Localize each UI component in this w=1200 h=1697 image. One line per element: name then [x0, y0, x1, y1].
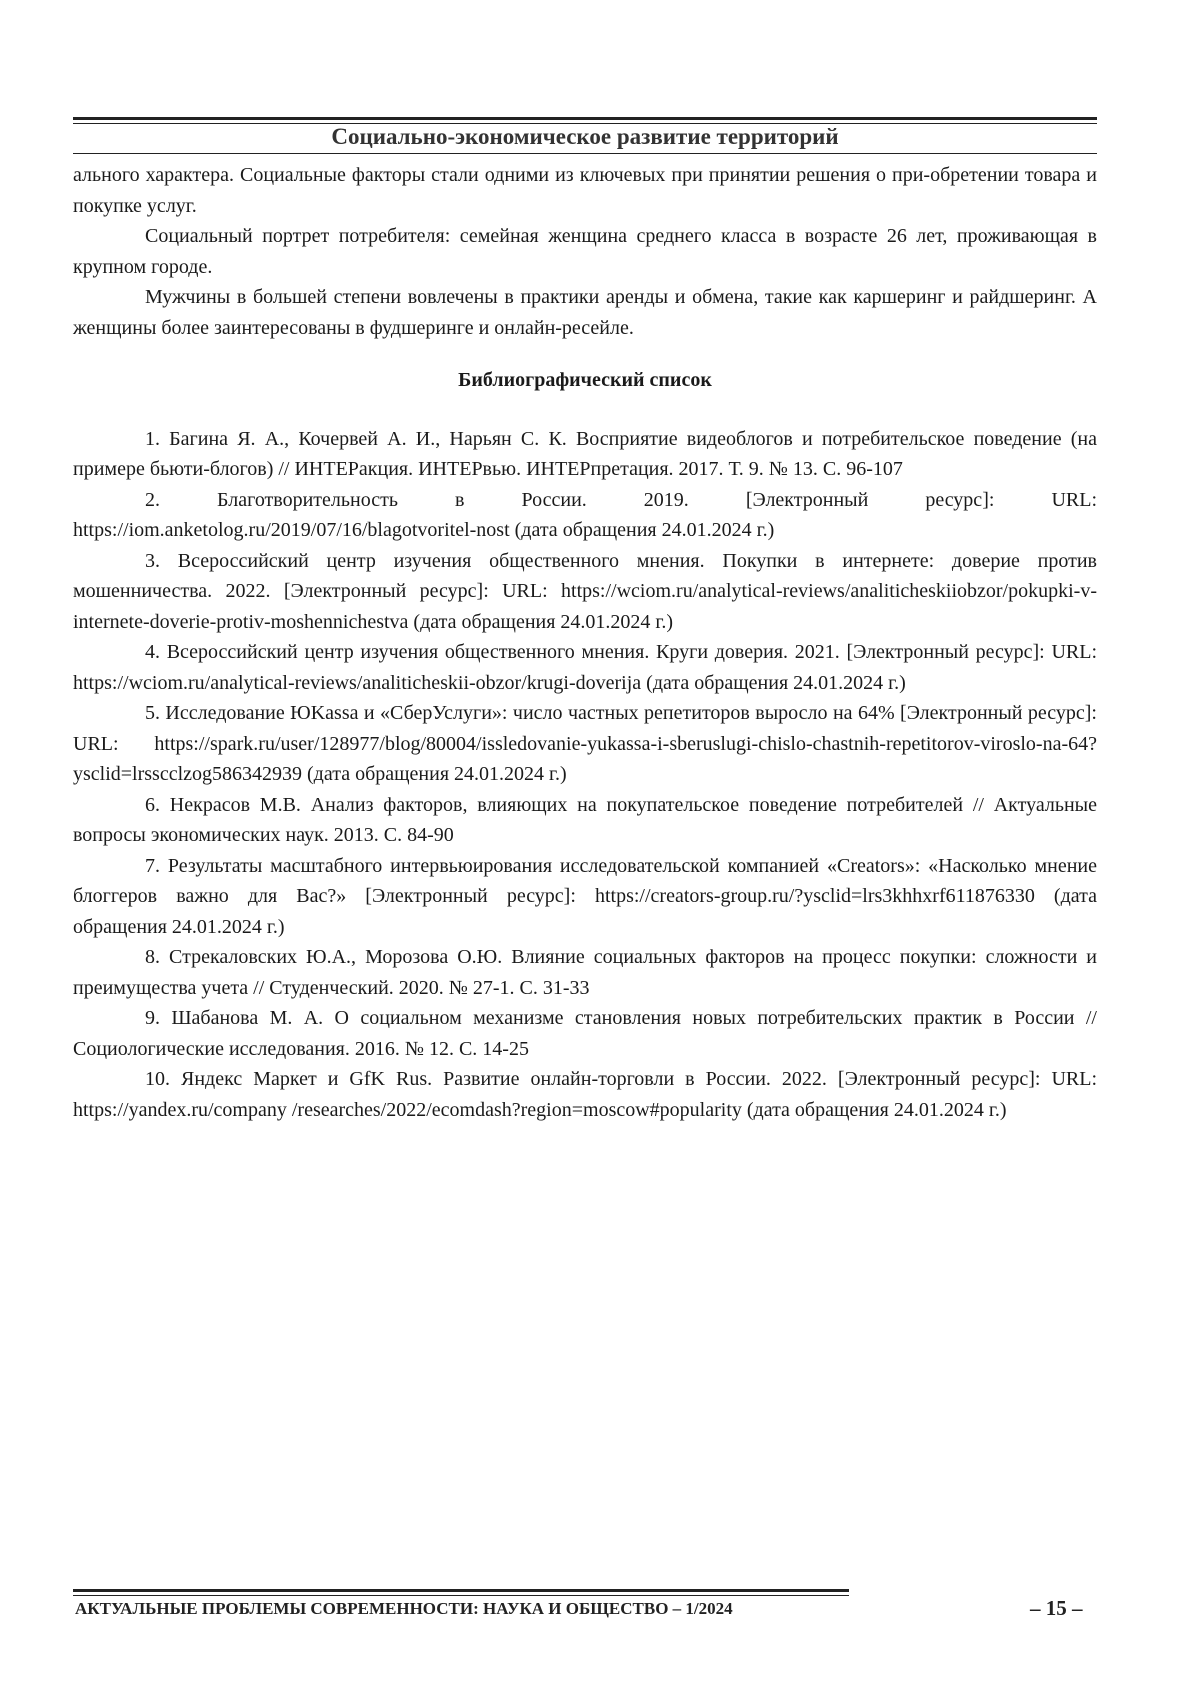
header-underline: [73, 153, 1097, 154]
page-number: – 15 –: [1030, 1595, 1083, 1621]
bibliography-heading: Библиографический список: [73, 365, 1097, 396]
body-paragraph-1: ального характера. Социальные факторы стали одними из ключевых при принятии решения о при-обретении товара и покупке услуг.: [73, 160, 1097, 221]
document-page: [0, 0, 1200, 1697]
body-paragraph-3: Мужчины в большей степени вовлечены в практики аренды и обмена, такие как каршеринг и райдшеринг. А женщины более заинтересованы в фудшеринге и онлайн-ресейле.: [73, 282, 1097, 343]
footer-journal-name: АКТУАЛЬНЫЕ ПРОБЛЕМЫ СОВРЕМЕННОСТИ: НАУКА И ОБЩЕСТВО – 1/2024: [75, 1597, 733, 1621]
footer-rule: [73, 1589, 849, 1592]
bibliography-item: 4. Всероссийский центр изучения общественного мнения. Круги доверия. 2021. [Электронный ресурс]: URL: https://wciom.ru/analytical-reviews/analiticheskii-obzor/krugi-doverija (дата обращения 24.01.2024 г.): [73, 637, 1097, 698]
bibliography-item: 7. Результаты масштабного интервьюирования исследовательской компанией «Creators»: «Насколько мнение блоггеров важно для Вас?» [Электронный ресурс]: https://creators-group.ru/?ysclid=lrs3khhxrf611876330 (дата обращения 24.01.2024 г.): [73, 851, 1097, 943]
header-rule: [73, 117, 1097, 120]
body-paragraph-2: Социальный портрет потребителя: семейная женщина среднего класса в возрасте 26 лет, проживающая в крупном городе.: [73, 221, 1097, 282]
bibliography-item: 3. Всероссийский центр изучения общественного мнения. Покупки в интернете: доверие против мошенничества. 2022. [Электронный ресурс]: URL: https://wciom.ru/analytical-reviews/analiticheskiiobzor/pokupki-v-internete-doverie-protiv-moshennichestva (дата обращения 24.01.2024 г.): [73, 546, 1097, 638]
bibliography-item: 2. Благотворительность в России. 2019. [Электронный ресурс]: URL: https://iom.anketolog.ru/2019/07/16/blagotvoritel-nost (дата обращения 24.01.2024 г.): [73, 485, 1097, 546]
running-header-title: Социально-экономическое развитие территорий: [73, 122, 1097, 152]
bibliography-item: 6. Некрасов М.В. Анализ факторов, влияющих на покупательское поведение потребителей // Актуальные вопросы экономических наук. 2013. С. 84-90: [73, 790, 1097, 851]
bibliography-item: 9. Шабанова М. А. О социальном механизме становления новых потребительских практик в России // Социологические исследования. 2016. № 12. С. 14-25: [73, 1003, 1097, 1064]
main-content: [73, 160, 1097, 1125]
bibliography-list: [73, 424, 1097, 1126]
bibliography-item: 10. Яндекс Маркет и GfK Rus. Развитие онлайн-торговли в России. 2022. [Электронный ресурс]: URL: https://yandex.ru/company /researches/2022/ecomdash?region=moscow#popularity (дата обращения 24.01.2024 г.): [73, 1064, 1097, 1125]
footer-rule-thin: [73, 1595, 849, 1596]
bibliography-item: 8. Стрекаловских Ю.А., Морозова О.Ю. Влияние социальных факторов на процесс покупки: сложности и преимущества учета // Студенческий. 2020. № 27-1. С. 31-33: [73, 942, 1097, 1003]
bibliography-item: 5. Исследование ЮKassa и «СберУслуги»: число частных репетиторов выросло на 64% [Электронный ресурс]: URL: https://spark.ru/user/128977/blog/80004/issledovanie-yukassa-i-sberuslugi-chislo-chastnih-repetitorov-viroslo-na-64?ysclid=lrssсclzog586342939 (дата обращения 24.01.2024 г.): [73, 698, 1097, 790]
bibliography-item: 1. Багина Я. А., Кочервей А. И., Нарьян С. К. Восприятие видеоблогов и потребительское поведение (на примере бьюти-блогов) // ИНТЕРакция. ИНТЕРвью. ИНТЕРпретация. 2017. Т. 9. № 13. С. 96-107: [73, 424, 1097, 485]
